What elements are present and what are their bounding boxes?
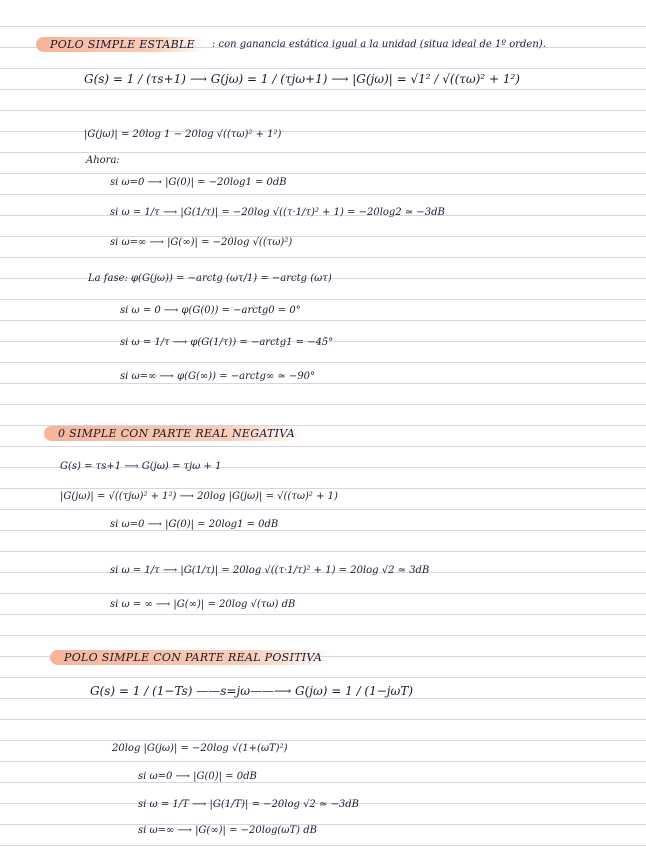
section3-case-0: si ω=0 ⟶ |G(0)| = 0dB xyxy=(138,771,257,782)
section1-phase-case-1: si ω = 1/τ ⟶ φ(G(1/τ)) = −arctg1 = −45° xyxy=(120,337,334,348)
section1-heading xyxy=(36,37,205,52)
section2-eq1: G(s) = τs+1 ⟶ G(jω) = τjω + 1 xyxy=(60,461,222,472)
section3-case-1: si ω = 1/T ⟶ |G(1/T)| = −20log √2 ≃ −3dB xyxy=(138,799,360,810)
section1-case-0: si ω=0 ⟶ |G(0)| = −20log1 = 0dB xyxy=(110,177,287,188)
section2-eq2: |G(jω)| = √((τjω)² + 1²) ⟶ 20log |G(jω)| = √((τω)² + 1) xyxy=(60,491,338,502)
section1-eq1: G(s) = 1 / (τs+1) ⟶ G(jω) = 1 / (τjω+1) ⟶ |G(jω)| = √1² / √((τω)² + 1²) xyxy=(84,72,520,86)
section2-case-2: si ω = ∞ ⟶ |G(∞)| = 20log √(τω) dB xyxy=(110,599,296,610)
section2-heading xyxy=(44,426,305,441)
section2-title: 0 SIMPLE CON PARTE REAL NEGATIVA xyxy=(58,427,295,440)
section2-case-0: si ω=0 ⟶ |G(0)| = 20log1 = 0dB xyxy=(110,519,279,530)
section1-subtitle: : con ganancia estática igual a la unidad (situa ideal de 1º orden). xyxy=(212,39,546,50)
section1-phase-case-2: si ω=∞ ⟶ φ(G(∞)) = −arctg∞ ≃ −90° xyxy=(120,371,316,382)
section1-eq2: |G(jω)| = 20log 1 − 20log √((τω)² + 1²) xyxy=(84,129,282,140)
section1-title: POLO SIMPLE ESTABLE xyxy=(50,38,195,51)
section1-phase: La fase: φ(G(jω)) = −arctg (ωτ/1) = −arctg (ωτ) xyxy=(88,273,332,284)
section3-heading xyxy=(50,650,332,665)
section3-eq1: G(s) = 1 / (1−Ts) ——s=jω——⟶ G(jω) = 1 / (1−jωT) xyxy=(90,684,413,698)
section1-case-1: si ω = 1/τ ⟶ |G(1/τ)| = −20log √((τ·1/τ)² + 1) = −20log2 ≃ −3dB xyxy=(110,207,445,218)
section3-eq2: 20log |G(jω)| = −20log √(1+(ωT)²) xyxy=(112,743,288,754)
section3-title: POLO SIMPLE CON PARTE REAL POSITIVA xyxy=(64,651,323,664)
section1-phase-case-0: si ω = 0 ⟶ φ(G(0)) = −arctg0 = 0° xyxy=(120,305,301,316)
section1-ahora: Ahora: xyxy=(86,155,120,166)
section1-case-2: si ω=∞ ⟶ |G(∞)| = −20log √((τω)²) xyxy=(110,237,293,248)
section2-case-1: si ω = 1/τ ⟶ |G(1/τ)| = 20log √((τ·1/τ)² + 1) = 20log √2 ≃ 3dB xyxy=(110,565,430,576)
section3-case-2: si ω=∞ ⟶ |G(∞)| = −20log(ωT) dB xyxy=(138,825,317,836)
